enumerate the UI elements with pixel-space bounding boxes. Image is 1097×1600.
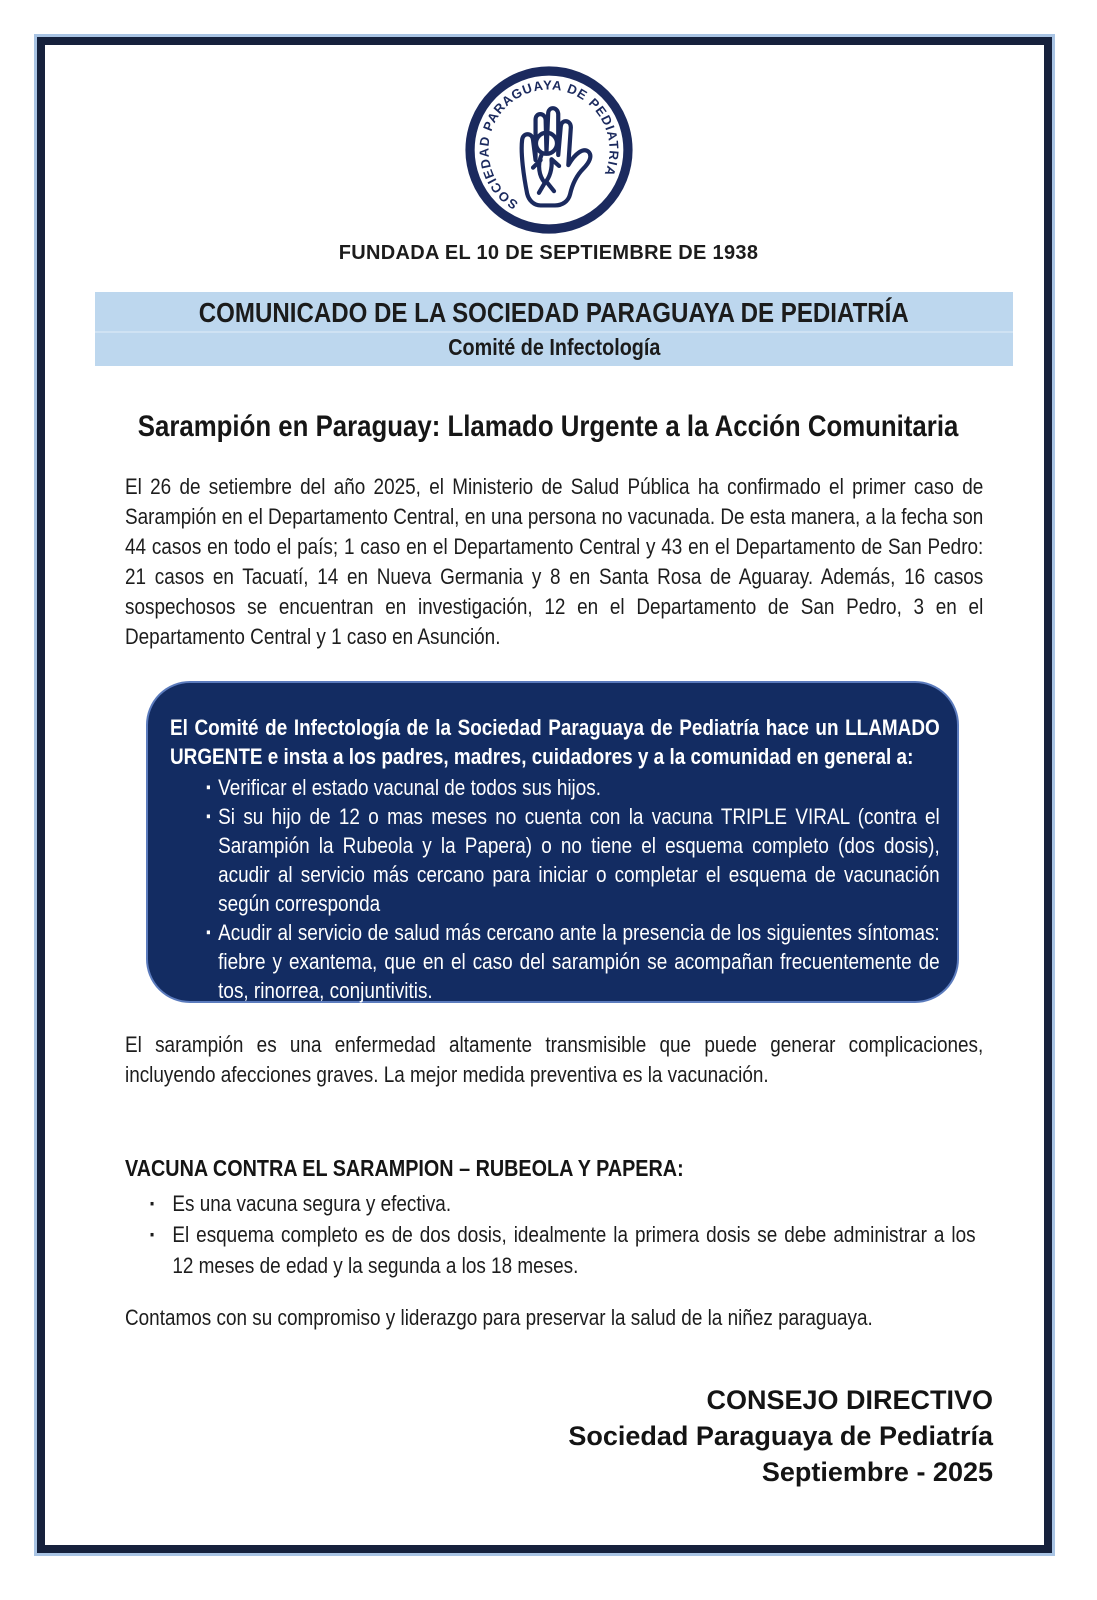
callout-bullet-list bbox=[170, 773, 940, 1005]
callout-bullet-text: Verificar el estado vacunal de todos sus hijos. bbox=[218, 775, 601, 800]
document-title-row bbox=[0, 410, 1097, 444]
founded-line: FUNDADA EL 10 DE SEPTIEMBRE DE 1938 bbox=[338, 242, 759, 264]
square-bullet-icon: ▪ bbox=[206, 924, 211, 941]
signature-line-fecha: Septiembre - 2025 bbox=[761, 1457, 993, 1487]
vaccine-bullet-text: Es una vacuna segura y efectiva. bbox=[172, 1191, 452, 1216]
logo-ring-text: SOCIEDAD PARAGUAYA DE PEDIATRIA bbox=[475, 77, 622, 213]
square-bullet-icon: ▪ bbox=[150, 1195, 155, 1211]
vaccine-heading: VACUNA CONTRA EL SARAMPION – RUBEOLA Y PAPERA: bbox=[125, 1155, 684, 1181]
vaccine-bullet-text: El esquema completo es de dos dosis, idealmente la primera dosis se debe administrar a los 12 meses de edad y la segunda a los 18 meses. bbox=[172, 1222, 976, 1278]
callout-bullet-item bbox=[170, 773, 940, 802]
closing-paragraph: Contamos con su compromiso y liderazgo para preservar la salud de la niñez paraguaya. bbox=[125, 1305, 873, 1330]
square-bullet-icon: ▪ bbox=[150, 1226, 155, 1242]
signature-line-sociedad: Sociedad Paraguaya de Pediatría bbox=[568, 1421, 993, 1451]
banner-subtitle: Comité de Infectología bbox=[447, 334, 661, 360]
vaccine-bullet-item bbox=[150, 1188, 976, 1219]
urgent-call-callout bbox=[146, 681, 959, 1003]
closing-paragraph-wrap bbox=[125, 1303, 1097, 1333]
banner-title: COMUNICADO DE LA SOCIEDAD PARAGUAYA DE PEDIATRÍA bbox=[199, 297, 909, 328]
square-bullet-icon: ▪ bbox=[206, 808, 211, 825]
vaccine-bullet-item bbox=[150, 1219, 976, 1281]
callout-bullet-text: Si su hijo de 12 o mas meses no cuenta con la vacuna TRIPLE VIRAL (contra el Sarampión la Rubeola y la Papera) o no tiene el esquema completo (dos dosis), acudir al servicio más cercano para iniciar o completar el esquema de vacunación según corresponda bbox=[218, 804, 940, 916]
signature-line-consejo: CONSEJO DIRECTIVO bbox=[706, 1385, 993, 1415]
callout-bullet-item bbox=[170, 918, 940, 1005]
signature-block bbox=[0, 1382, 993, 1490]
intro-paragraph: El 26 de setiembre del año 2025, el Ministerio de Salud Pública ha confirmado el primer caso de Sarampión en el Departamento Central, en una persona no vacunada. De esta manera, a la fecha son 44 casos en todo el país; 1 caso en el Departamento Central y 43 en el Departamento de San Pedro: 21 casos en Tacuatí, 14 en Nueva Germania y 8 en Santa Rosa de Aguaray. Además, 16 casos sospechosos se encuentran en investigación, 12 en el Departamento de San Pedro, 3 en el Departamento Central y 1 caso en Asunción. bbox=[125, 474, 984, 649]
intro-paragraph-wrap bbox=[125, 472, 1097, 652]
society-logo bbox=[0, 66, 1097, 239]
body-paragraph: El sarampión es una enfermedad altamente transmisible que puede generar complicaciones, incluyendo afecciones graves. La mejor medida preventiva es la vacunación. bbox=[125, 1032, 984, 1087]
communique-banner bbox=[95, 292, 1013, 366]
callout-bullet-item bbox=[170, 802, 940, 918]
document-title: Sarampión en Paraguay: Llamado Urgente a la Acción Comunitaria bbox=[138, 410, 959, 443]
vaccine-heading-wrap bbox=[125, 1155, 1097, 1182]
vaccine-bullet-list bbox=[150, 1188, 1097, 1281]
square-bullet-icon: ▪ bbox=[206, 779, 211, 796]
callout-lead: El Comité de Infectología de la Sociedad Paraguaya de Pediatría hace un LLAMADO URGENTE e insta a los padres, madres, cuidadores y a la comunidad en general a: bbox=[170, 715, 940, 769]
body-paragraph-wrap bbox=[125, 1030, 1097, 1090]
pediatrics-society-logo-icon bbox=[465, 66, 633, 234]
callout-bullet-text: Acudir al servicio de salud más cercano ante la presencia de los siguientes síntomas: fiebre y exantema, que en el caso del sarampión se acompañan frecuentemente de tos, rinorrea, conjuntivitis. bbox=[218, 920, 940, 1003]
